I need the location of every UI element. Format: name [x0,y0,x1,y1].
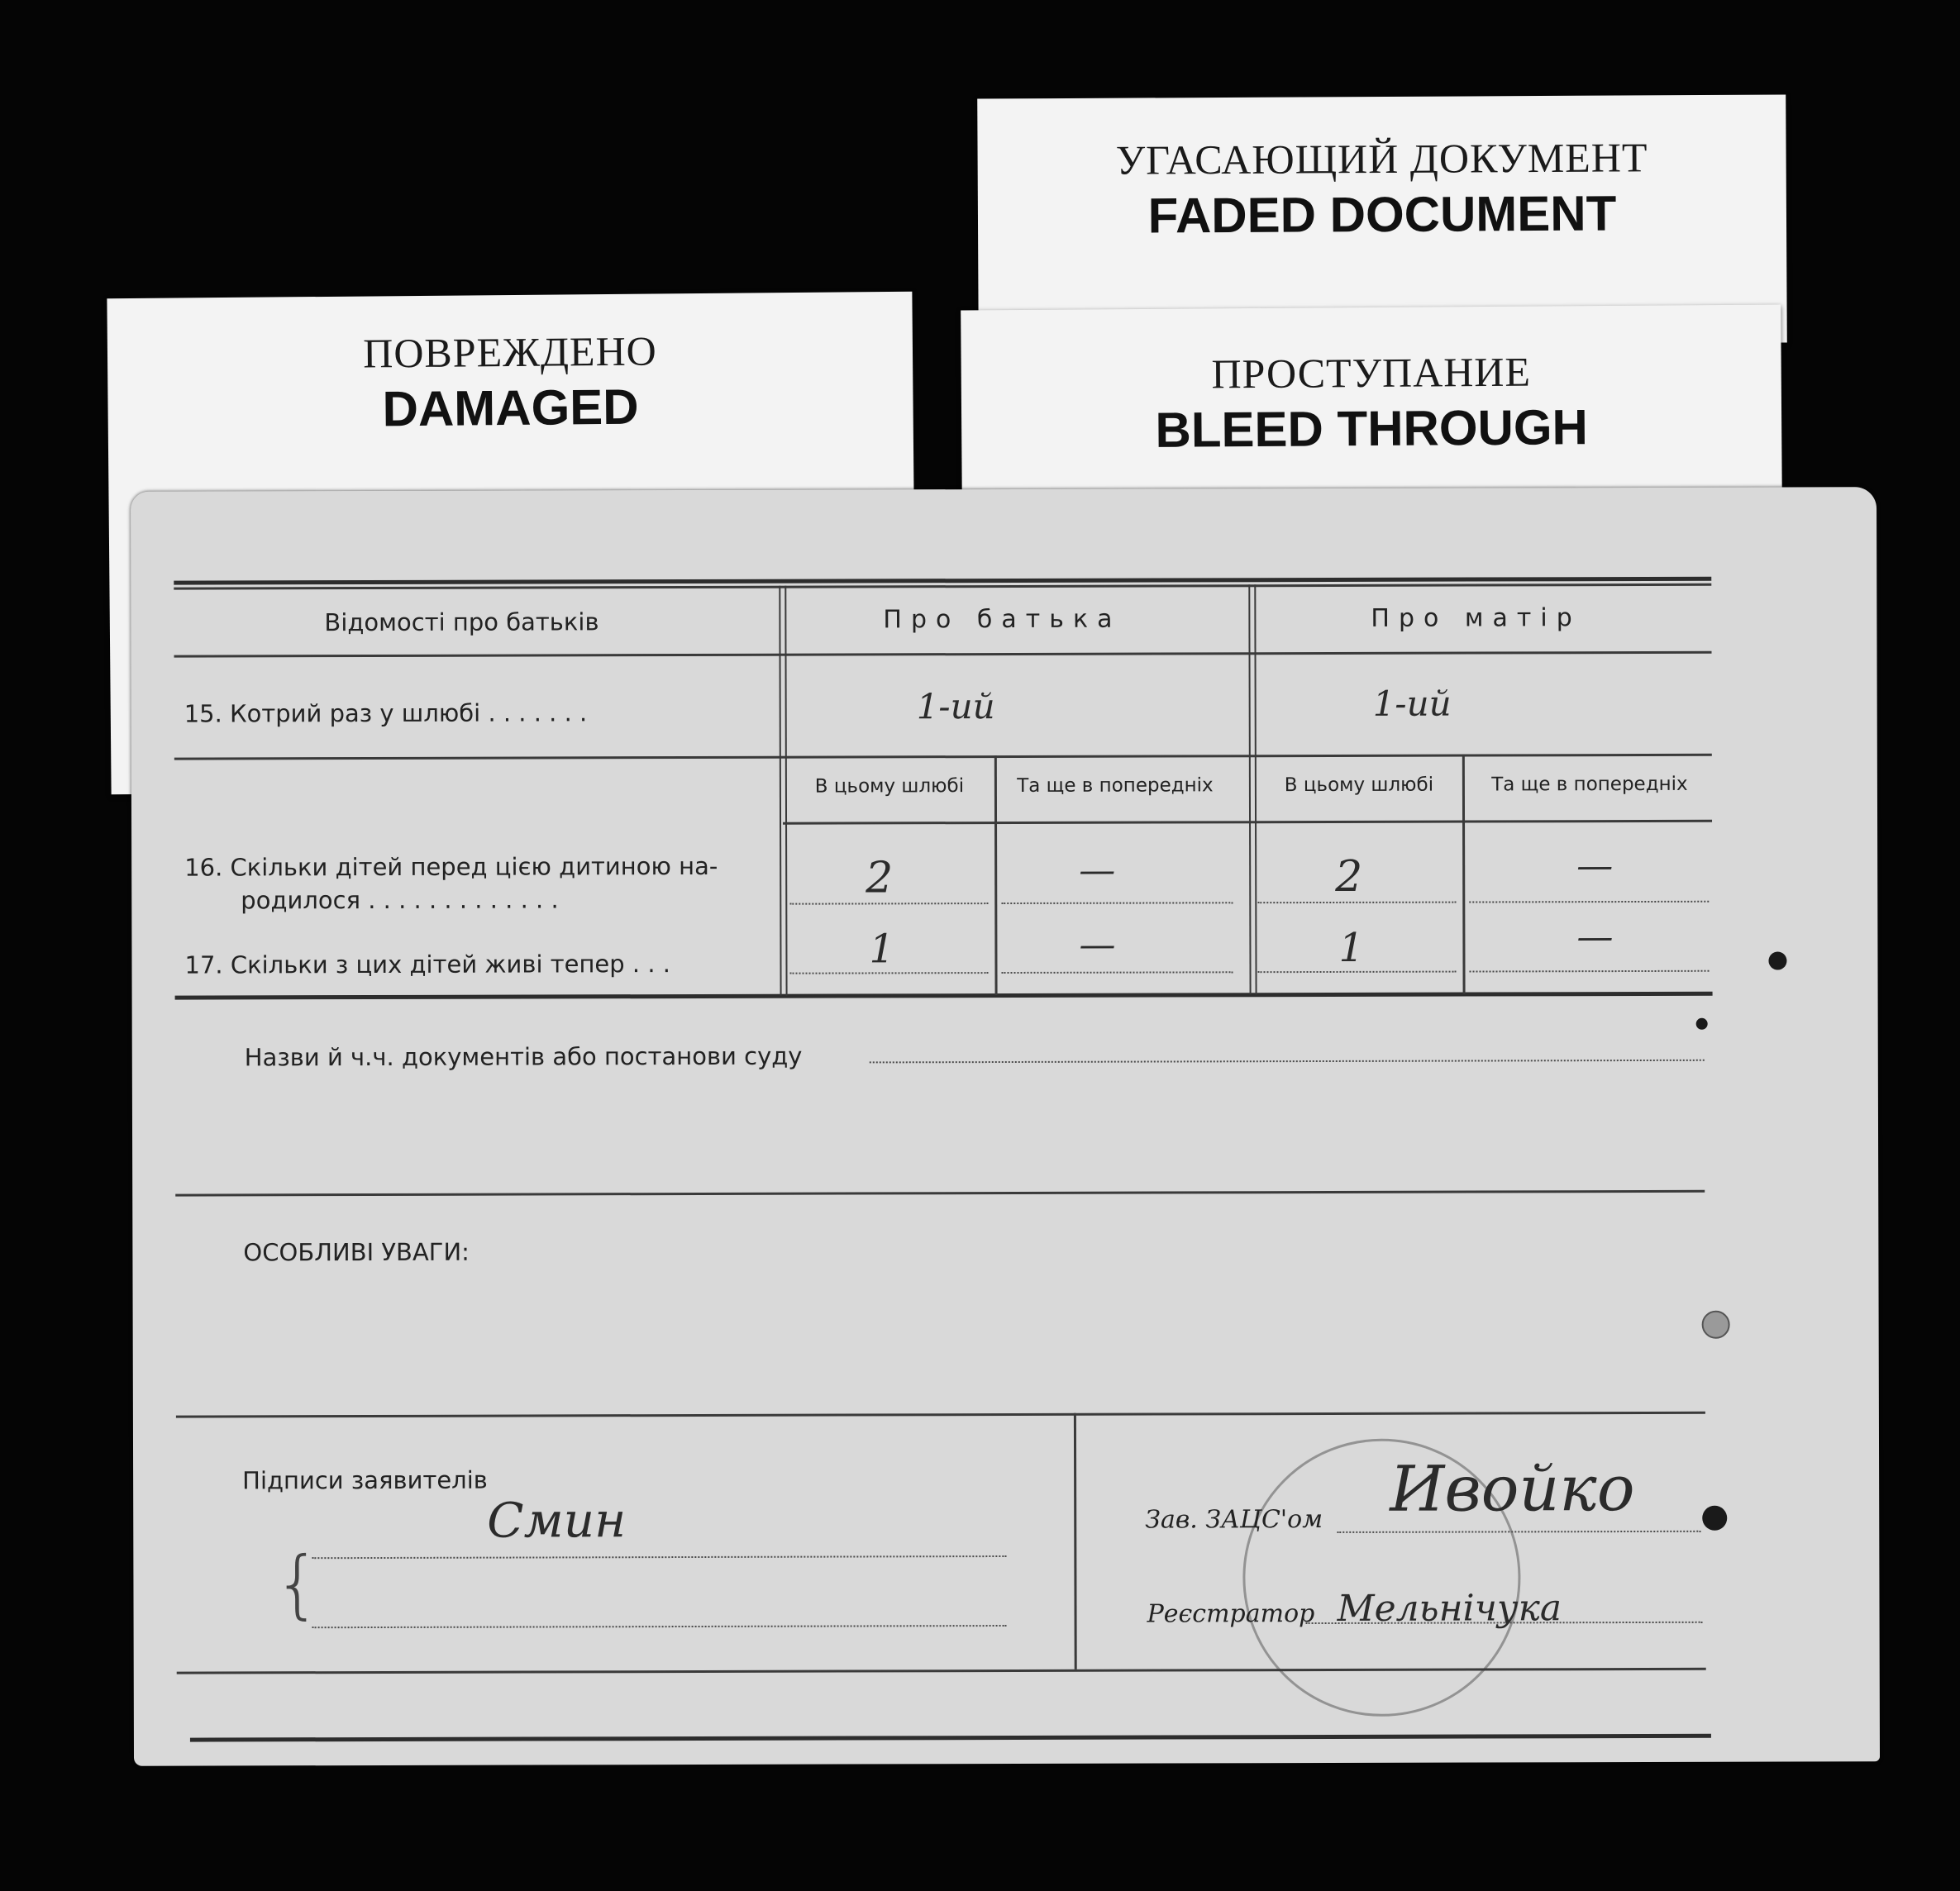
registrar-label: Реєстратор [1147,1599,1315,1629]
head-of-registry-label: Зав. ЗАЦС'ом [1145,1504,1323,1535]
row17-label: 17. Скільки з цих дітей живі тепер . . . [184,950,671,979]
row16-father-prev-value: — [1079,849,1116,892]
subheader-father-this-marriage: В цьому шлюбі [814,775,965,798]
applicant-signature-line-1 [312,1555,1006,1559]
row16-father-prev-line [1001,902,1233,904]
applicant-signature: Смин [487,1492,627,1549]
header-about-mother: Про матір [1371,603,1581,633]
punch-hole [1702,1311,1730,1339]
row17-father-this-line [790,972,989,974]
table-top-rule-2 [174,583,1711,590]
row15-bottom-rule [174,754,1712,760]
damaged-label-en: DAMAGED [382,379,639,437]
row17-father-prev-value: — [1079,923,1116,966]
faded-label-en: FADED DOCUMENT [1147,185,1617,244]
bleed-through-label [961,305,1782,509]
registrar-signature: Мельнічука [1337,1587,1562,1630]
remarks-label: ОСОБЛИВІ УВАГИ: [243,1237,470,1267]
row16-mother-this-value: 2 [1335,851,1363,902]
faded-label-ru: УГАСАЮЩИЙ ДОКУМЕНТ [1115,134,1648,183]
row16-label-line1: 16. Скільки дітей перед цією дитиною на- [184,851,718,882]
remarks-section-rule [176,1412,1705,1418]
head-signature: Ивойко [1390,1451,1635,1526]
subheader-father-previous: Та ще в попередніх [1017,774,1214,797]
row17-mother-prev-value: — [1576,916,1614,959]
documents-label: Назви й ч.ч. документів або постанови суду [244,1041,803,1072]
form-bottom-edge-rule [190,1734,1711,1742]
row16-father-this-line [789,903,988,905]
row17-father-this-value: 1 [869,926,895,973]
row17-father-prev-line [1002,971,1233,974]
row16-mother-prev-line [1469,901,1709,903]
row16-mother-prev-value: — [1576,845,1614,888]
row15-label: 15. Котрий раз у шлюбі . . . . . . . [184,698,588,728]
table-bottom-rule [175,992,1713,1000]
header-parents-info: Відомості про батьків [324,607,599,637]
subcol-divider-father [994,755,998,995]
row16-father-this-value: 2 [866,853,894,903]
row17-mother-prev-line [1470,970,1710,973]
row17-mother-this-value: 1 [1338,924,1365,971]
row16-label-line2: родилося . . . . . . . . . . . . . [241,885,559,915]
applicant-signature-line-2 [312,1625,1007,1628]
subcol-divider-mother [1462,755,1466,994]
punch-hole [1702,1506,1727,1531]
punch-hole [1768,952,1786,970]
signatures-label: Підписи заявителів [242,1465,488,1495]
row16-mother-this-line [1257,902,1456,904]
bleed-label-en: BLEED THROUGH [1155,399,1589,458]
header-about-father: Про батька [883,604,1122,635]
row15-mother-value: 1-ий [1372,683,1452,724]
row15-father-value: 1-ий [916,686,995,727]
signature-brace: { [274,1541,322,1628]
punch-hole [1696,1018,1708,1030]
documents-section-rule [175,1190,1705,1197]
registry-form-sheet [131,487,1880,1766]
documents-line [870,1060,1705,1064]
head-signature-line [1337,1531,1700,1533]
signature-divider [1074,1413,1077,1670]
subheader-mother-this-marriage: В цьому шлюбі [1284,774,1434,797]
subheader-mother-previous: Та ще в попередніх [1491,773,1688,796]
damaged-label-ru: ПОВРЕЖДЕНО [362,327,658,377]
row17-mother-this-line [1258,971,1457,974]
bleed-label-ru: ПРОСТУПАНИЕ [1211,348,1532,398]
header-bottom-rule [174,651,1712,658]
subheader-bottom-rule [783,820,1712,825]
